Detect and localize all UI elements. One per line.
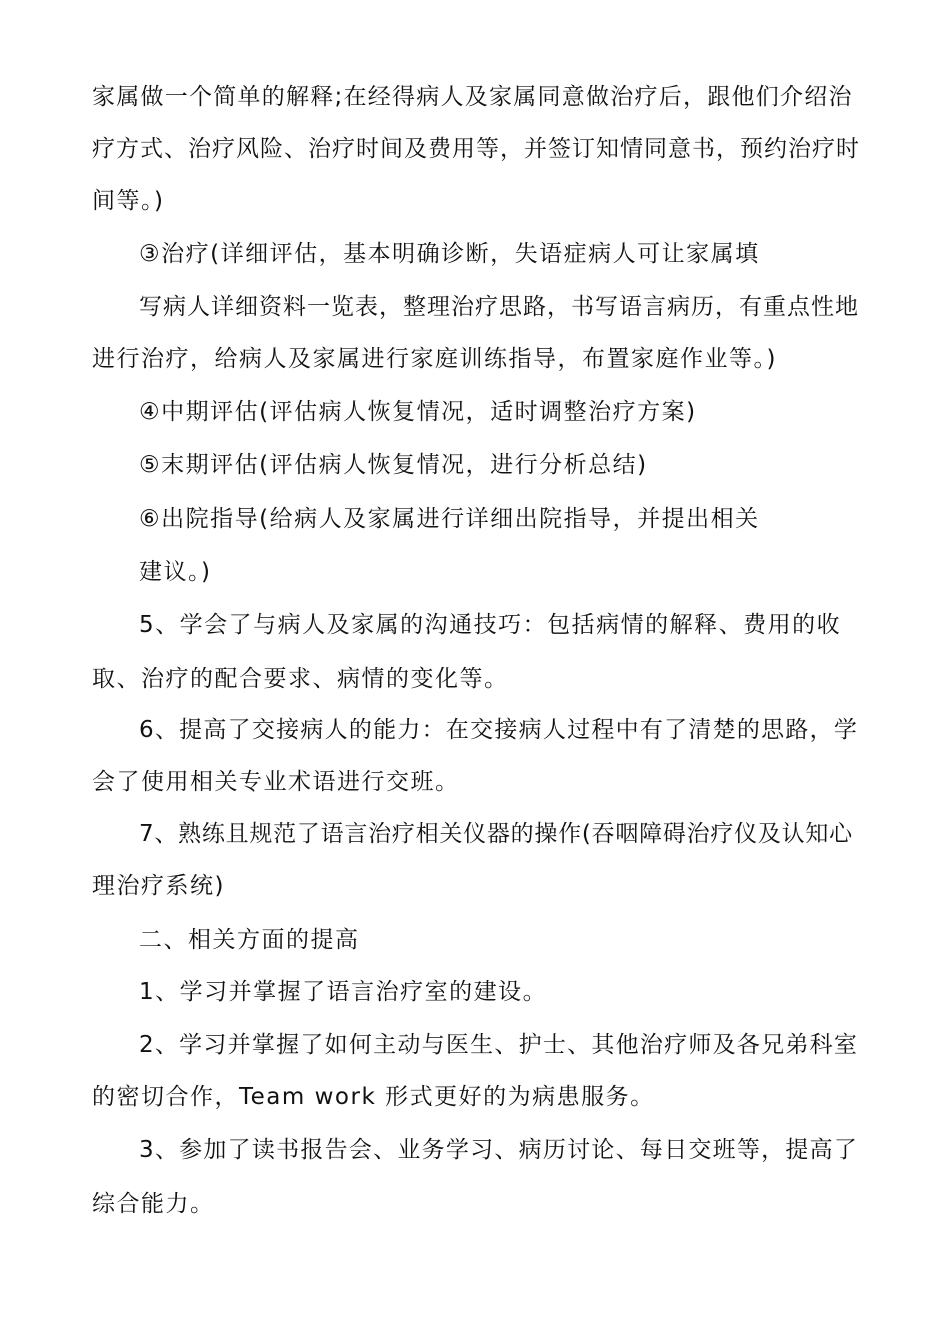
text-line: 会了使用相关专业术语进行交班。 <box>92 769 460 795</box>
text-line: 5、学会了与病人及家属的沟通技巧：包括病情的解释、费用的收 <box>139 612 842 638</box>
text-line: 3、参加了读书报告会、业务学习、病历讨论、每日交班等，提高了 <box>139 1137 859 1163</box>
text-line: 理治疗系统) <box>92 873 225 899</box>
text-line: 间等。) <box>92 188 165 214</box>
text-line: ④中期评估(评估病人恢复情况，适时调整治疗方案) <box>139 399 697 425</box>
text-line: 综合能力。 <box>92 1191 215 1217</box>
text-line: 6、提高了交接病人的能力：在交接病人过程中有了清楚的思路，学 <box>139 717 859 743</box>
text-line: 7、熟练且规范了语言治疗相关仪器的操作(吞咽障碍治疗仪及认知心 <box>139 821 853 847</box>
text-line: ⑥出院指导(给病人及家属进行详细出院指导，并提出相关 <box>139 506 760 532</box>
text-line: ③治疗(详细评估，基本明确诊断，失语症病人可让家属填 <box>139 241 760 267</box>
text-line: 2、学习并掌握了如何主动与医生、护士、其他治疗师及各兄弟科室 <box>139 1032 859 1058</box>
text-line: 取、治疗的配合要求、病情的变化等。 <box>92 666 509 692</box>
text-line: 家属做一个简单的解释;在经得病人及家属同意做治疗后，跟他们介绍治 <box>92 84 853 110</box>
text-line: ⑤末期评估(评估病人恢复情况，进行分析总结) <box>139 452 648 478</box>
text-line: 的密切合作，Team work 形式更好的为病患服务。 <box>92 1084 655 1110</box>
text-line: 1、学习并掌握了语言治疗室的建设。 <box>139 979 548 1005</box>
text-line: 进行治疗，给病人及家属进行家庭训练指导，布置家庭作业等。) <box>92 346 777 372</box>
text-line: 建议。) <box>139 559 212 585</box>
section-heading: 二、相关方面的提高 <box>139 927 360 953</box>
text-line: 写病人详细资料一览表，整理治疗思路，书写语言病历，有重点性地 <box>139 294 859 320</box>
text-line: 疗方式、治疗风险、治疗时间及费用等，并签订知情同意书，预约治疗时 <box>92 136 860 162</box>
